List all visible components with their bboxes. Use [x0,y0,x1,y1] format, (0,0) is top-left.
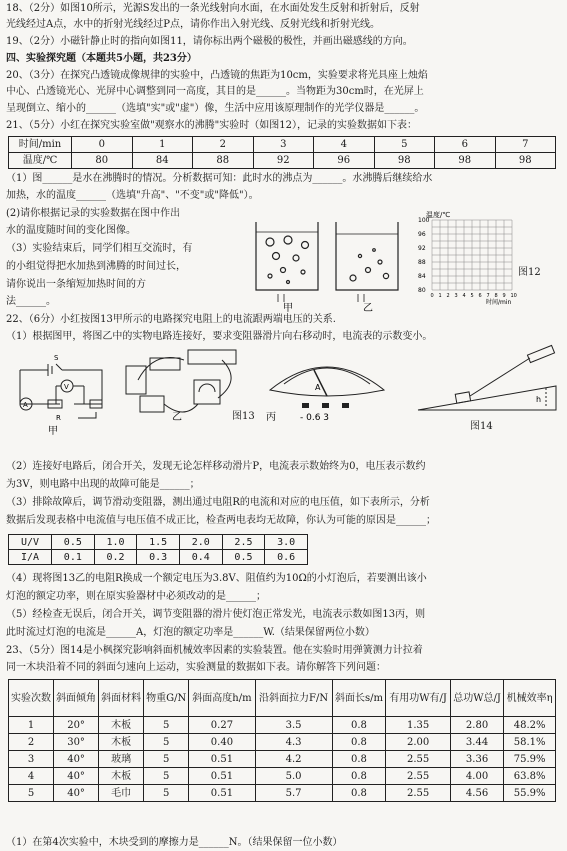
table-cell: 0.5 [222,550,265,565]
boiling-data-table [8,136,556,169]
table-row [9,734,556,751]
row-label: 温度/℃ [9,153,72,169]
table-cell: 5 [144,734,189,751]
table-cell: 4 [9,768,54,785]
table-cell: 2.55 [386,751,450,768]
table-cell: 7 [495,137,556,153]
q22-2-line2: 为3V，则电路中出现的故障可能是______； [6,479,200,490]
q21-1-line2: 加热，水的温度______（选填"升高"、"不变"或"降低"）。 [6,190,259,201]
column-header: 沿斜面拉力F/N [255,680,332,717]
table-cell: 0.8 [332,751,386,768]
table-cell: 5 [144,785,189,802]
table-cell: 2.55 [386,768,450,785]
table-cell: 40° [54,768,99,785]
svg-text:R: R [56,414,61,422]
y-tick-label: 100 [418,217,430,224]
table-cell: 0.51 [189,785,255,802]
table-cell: 92 [253,153,314,169]
svg-text:h: h [536,395,542,404]
row-label: U/V [9,535,52,550]
table-row [9,137,556,153]
table-cell: 0.8 [332,785,386,802]
table-row [9,717,556,734]
y-tick-label: 96 [418,231,426,238]
table-cell: 98 [374,153,435,169]
table-cell: 1.5 [137,535,180,550]
table-row [9,550,308,565]
table-row [9,535,308,550]
table-cell: 3.36 [450,751,503,768]
table-row [9,768,556,785]
x-tick-label: 2 [446,293,450,299]
x-tick-label: 4 [462,293,466,299]
pull-string [470,358,530,396]
table-cell: 40° [54,751,99,768]
table-cell: 毛巾 [99,785,144,802]
table-cell: 98 [495,153,556,169]
q22-3-line1: （3）排除故障后，调节滑动变阻器，测出通过电阻R的电流和对应的电压值，如下表所示，分析 [6,497,430,508]
q19-line: 19、（2分）小磁针静止时的指向如图11，请你标出两个磁极的极性，并画出磁感线的方向。 [6,36,413,47]
svg-text:S: S [54,354,59,362]
fig14-caption: 图14 [470,421,493,432]
table-cell: 63.8% [504,768,556,785]
beaker-yi [336,222,398,290]
column-header: 总功W总/J [450,680,503,717]
x-tick-label: 0 [430,293,434,299]
table-cell: 5 [374,137,435,153]
row-label: I/A [9,550,52,565]
section-4-heading: 四、实验探究题（本题共5小题，共23分） [6,53,197,64]
incline-efficiency-table [8,679,556,802]
table-cell: 4.2 [255,751,332,768]
column-header: 实验次数 [9,680,54,717]
wooden-block [455,392,470,403]
table-cell: 0.6 [265,550,308,565]
x-tick-label: 10 [510,293,517,299]
column-header: 斜面高度h/m [189,680,255,717]
q21-line: 21、（5分）小红在探究实验室做"观察水的沸腾"实验时（如图12），记录的实验数据如下表： [6,120,418,131]
table-cell: 5.0 [255,768,332,785]
label-jia: 甲 [283,303,293,312]
table-cell: 3.5 [255,717,332,734]
table-cell: 0.5 [52,535,95,550]
table-cell: 0.51 [189,768,255,785]
incline-figure [410,340,562,418]
x-tick-label: 6 [478,293,482,299]
table-cell: 5 [144,768,189,785]
column-header: 斜面长s/m [332,680,386,717]
table-cell: 1.0 [94,535,137,550]
table-cell: 80 [72,153,133,169]
table-cell: 0.3 [137,550,180,565]
q22-2-line1: （2）连接好电路后，闭合开关，发现无论怎样移动滑片P，电流表示数始终为0，电压表示数约 [6,461,426,472]
label-jia: 甲 [48,426,58,437]
y-tick-label: 80 [418,287,426,294]
q22-5-line1: （5）经检查无误后，闭合开关，调节变阻器的滑片使灯泡正常发光，电流表示数如图13丙，则 [6,609,426,620]
q22-1-line: （1）根据图甲，将图乙中的实物电路连接好，要求变阻器滑片向右移动时，电流表的示数变小。 [6,331,433,342]
column-header: 斜面材料 [99,680,144,717]
ammeter-dial-bing [262,346,392,426]
spring-scale [527,345,554,362]
table-cell: 玻璃 [99,751,144,768]
table-cell: 55.9% [504,785,556,802]
table-cell: 4.56 [450,785,503,802]
table-cell: 58.1% [504,734,556,751]
table-cell: 5.7 [255,785,332,802]
table-cell: 1.35 [386,717,450,734]
q21-3-line3: 请你说出一条缩短加热时间的方 [6,279,146,290]
table-cell: 75.9% [504,751,556,768]
table-cell: 2 [9,734,54,751]
table-cell: 5 [144,717,189,734]
table-cell: 3.44 [450,734,503,751]
rheostat-device [188,350,236,364]
table-cell: 0.40 [189,734,255,751]
x-tick-label: 8 [494,293,498,299]
table-row [9,751,556,768]
column-header: 有用功W有/J [386,680,450,717]
table-cell: 木板 [99,768,144,785]
table-header-row [9,680,556,717]
q18-line2: 光线经过A点，水中的折射光线经过P点，请你作出入射光线、反射光线和折射光线。 [6,19,380,30]
table-row [9,785,556,802]
table-cell: 2.80 [450,717,503,734]
dial-unit: A [315,383,321,392]
table-cell: 0.8 [332,717,386,734]
table-cell: 48.2% [504,717,556,734]
table-cell: 木板 [99,734,144,751]
table-cell: 0 [72,137,133,153]
table-cell: 96 [314,153,375,169]
table-cell: 0.2 [94,550,137,565]
graph-xlabel: 时间/min [486,299,512,306]
table-cell: 4.3 [255,734,332,751]
q20-line1: 20、（3分）在探究凸透镜成像规律的实验中，凸透镜的焦距为10cm，实验要求将光具座上烛焰 [6,70,428,81]
ammeter-terminal-labels: - 0.6 3 [300,413,330,423]
q18-line1: 18、（2分）如图10所示，光源S发出的一条光线射向水面，在水面处发生反射和折射后，反射 [6,3,420,14]
table-cell: 0.8 [332,768,386,785]
column-header: 斜面倾角 [54,680,99,717]
table-cell: 1 [9,717,54,734]
label-yi: 乙 [363,303,373,312]
q23-line1: 23、（5分）图14是小枫探究影响斜面机械效率因素的实验装置。他在实验时用弹簧测力计拉着 [6,645,423,656]
q23-1-line: （1）在第4次实验中，木块受到的摩擦力是______N。（结果保留一位小数） [6,837,343,848]
q21-3-line1: （3）实验结束后，同学们相互交流时，有 [6,243,193,254]
x-tick-label: 5 [470,293,474,299]
q21-2-line2: 水的温度随时间的变化图像。 [6,225,136,236]
column-header: 物重G/N [144,680,189,717]
q22-5-line2: 此时流过灯泡的电流是______A，灯泡的额定功率是______W.（结果保留两位小数） [6,627,375,638]
y-tick-labels [418,217,430,294]
table-cell: 5 [9,785,54,802]
fig12-caption: 图12 [518,267,541,278]
table-cell: 2.55 [386,785,450,802]
q20-line3: 呈现倒立、缩小的______（选填"实"或"虚"）像，生活中应用该原理制作的光学仪器是______。 [6,103,425,114]
q21-3-line2: 的小组觉得把水加热到沸腾的时间过长， [6,261,186,272]
table-cell: 0.27 [189,717,255,734]
table-cell: 木板 [99,717,144,734]
table-cell: 88 [193,153,254,169]
y-tick-label: 84 [418,273,426,280]
q22-3-line2: 数据后发现表格中电流值与电压值不成正比，检查两电表均无故障，你认为可能的原因是______； [6,515,436,526]
table-cell: 1 [132,137,193,153]
battery-box [126,366,146,394]
table-cell: 4 [314,137,375,153]
voltmeter-device [140,396,164,412]
svg-text:A: A [23,401,28,409]
table-cell: 5 [144,751,189,768]
y-tick-label: 88 [418,259,426,266]
graph-unit-label: 温度/℃ [426,211,451,219]
q22-4-line1: （4）现将图13乙的电阻R换成一个额定电压为3.8V、阻值约为10Ω的小灯泡后，若要测出该小 [6,573,427,584]
table-cell: 3.0 [265,535,308,550]
x-tick-label: 1 [438,293,442,299]
table-cell: 20° [54,717,99,734]
battery-symbol [48,364,52,376]
x-tick-label: 7 [486,293,490,299]
voltage-current-table [8,534,308,565]
table-cell: 84 [132,153,193,169]
table-cell: 30° [54,734,99,751]
x-tick-label: 9 [502,293,506,299]
column-header: 机械效率η [504,680,556,717]
grid-lines [432,220,512,290]
table-cell: 98 [435,153,496,169]
table-cell: 0.51 [189,751,255,768]
table-cell: 3 [253,137,314,153]
label-bing: 丙 [266,412,276,423]
q21-1-line1: （1）图______是水在沸腾时的情况。分析数据可知：此时水的沸点为______。水沸腾后继续给水 [6,173,433,184]
table-cell: 2 [193,137,254,153]
circuit-diagram-jia [12,348,112,438]
table-cell: 3 [9,751,54,768]
table-cell: 0.8 [332,734,386,751]
row-label: 时间/min [9,137,72,153]
table-cell: 40° [54,785,99,802]
table-cell: 2.00 [386,734,450,751]
x-tick-label: 3 [454,293,458,299]
table-cell: 0.4 [179,550,222,565]
q22-4-line2: 灯泡的额定功率，则在原实验器材中必须改动的是______； [6,591,266,602]
q21-2-line1: (2)请你根据记录的实验数据在图中作出 [6,208,181,219]
table-cell: 6 [435,137,496,153]
q20-line2: 中心、凸透镜光心、光屏中心调整到同一高度，其目的是______。当物距为30cm时，在光屏上 [6,86,424,97]
temperature-grid-figure [414,208,524,308]
y-tick-label: 92 [418,245,426,252]
table-cell: 0.1 [52,550,95,565]
fig13-caption: 图13 [232,411,255,422]
table-row [9,153,556,169]
switch-symbol [56,364,62,370]
q23-line2: 同一木块沿着不同的斜面匀速向上运动，实验测量的数据如下表。请你解答下列问题： [6,662,386,673]
table-cell: 2.5 [222,535,265,550]
svg-text:V: V [64,383,69,391]
table-cell: 2.0 [179,535,222,550]
q22-line: 22、（6分）小红按图13甲所示的电路探究电阻上的电流跟两端电压的关系. [6,314,336,325]
boiling-beakers-figure [248,212,408,312]
label-yi: 乙 [172,412,182,423]
table-cell: 4.00 [450,768,503,785]
switch-device [150,358,180,370]
q21-3-line4: 法______。 [6,296,56,307]
